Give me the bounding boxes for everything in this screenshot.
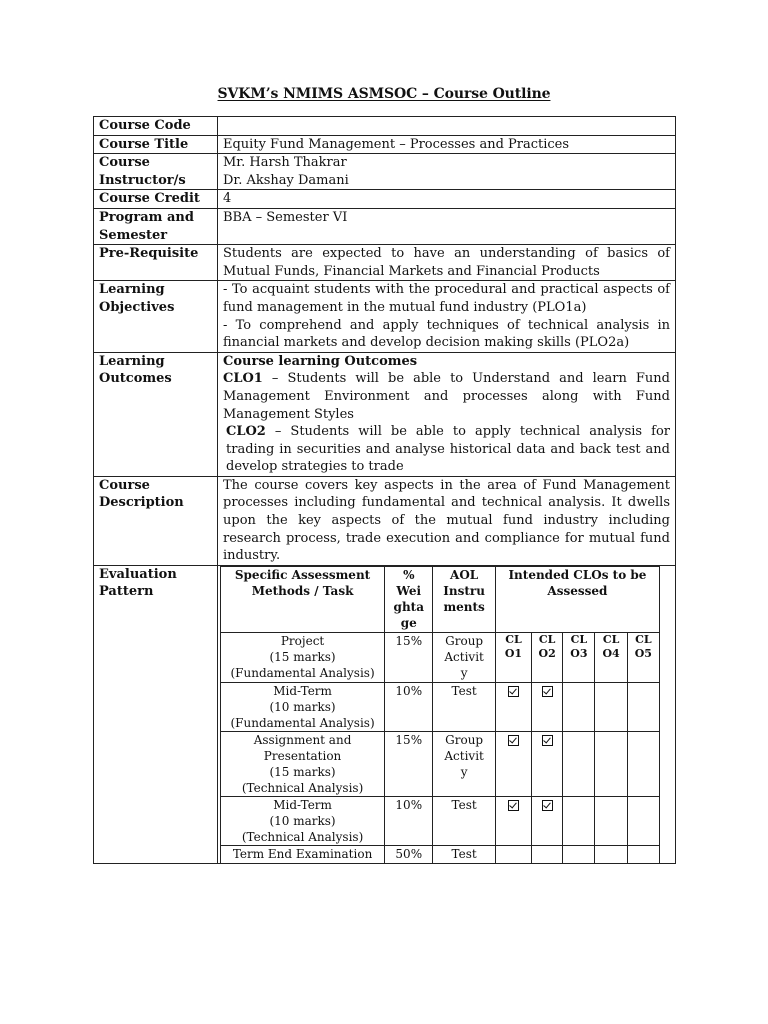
assessment-method: [221, 731, 385, 796]
aol-line: Group: [445, 633, 484, 648]
header-line: Wei: [396, 583, 422, 598]
clo-cell: [532, 632, 563, 682]
label-instructors: [94, 154, 218, 190]
clo-header-line: CL: [635, 632, 652, 646]
method-line: (15 marks): [269, 764, 336, 779]
method-line: (Technical Analysis): [241, 829, 364, 844]
method-line: (Fundamental Analysis): [230, 715, 375, 730]
evaluation-header-row: [221, 566, 660, 632]
aol-line: Test: [451, 797, 477, 812]
row-course-title: [94, 135, 676, 154]
method-line: (10 marks): [269, 699, 336, 714]
header-line: AOL: [450, 567, 479, 582]
row-credit: [94, 190, 676, 209]
label-line: Description: [99, 495, 184, 511]
method-line: Mid-Term: [273, 683, 332, 698]
evaluation-row: [221, 845, 660, 863]
value-outcomes: [218, 352, 676, 476]
instructor-name: Mr. Harsh Thakrar: [223, 155, 347, 171]
evaluation-row: [221, 731, 660, 796]
clo1-code: CLO1: [223, 371, 263, 387]
aol-line: y: [460, 665, 468, 680]
label-prerequisite: Pre-Requisite: [94, 245, 218, 281]
clo-cell: [627, 632, 659, 682]
method-line: (Fundamental Analysis): [230, 665, 375, 680]
value-program: BBA – Semester VI: [218, 208, 676, 244]
label-line: Learning: [99, 353, 165, 369]
label-line: Semester: [99, 227, 168, 243]
header-weightage: [385, 566, 433, 632]
clo-header-line: CL: [570, 632, 588, 646]
aol-instrument: [433, 845, 495, 863]
label-line: Instructor/s: [99, 172, 186, 188]
clo-cell: [627, 731, 659, 796]
row-prerequisite: [94, 245, 676, 281]
evaluation-table: [220, 566, 660, 864]
method-line: Project: [280, 633, 325, 648]
aol-line: Group: [445, 732, 484, 747]
weightage-value: 10%: [385, 682, 433, 731]
label-program: [94, 208, 218, 244]
method-line: Presentation: [263, 748, 342, 763]
clo2-item: [223, 423, 670, 476]
value-credit: 4: [218, 190, 676, 209]
header-line: ge: [400, 615, 417, 630]
value-instructors: [218, 154, 676, 190]
value-description: The course covers key aspects in the area of Fund Management processes including fundamental and technical analysis. It dwells upon the key aspects of the mutual fund industry including research process, trade execution and compliance for mutual fund industry.: [218, 476, 676, 565]
assessment-method: [221, 632, 385, 682]
label-description: [94, 476, 218, 565]
method-line: (15 marks): [269, 649, 336, 664]
weightage-value: 15%: [385, 632, 433, 682]
course-outline-table: [93, 116, 676, 864]
evaluation-row: [221, 796, 660, 845]
clo-cell: [595, 682, 627, 731]
clo-header-line: O2: [538, 646, 556, 660]
method-line: (Technical Analysis): [241, 780, 364, 795]
aol-instrument: [433, 731, 495, 796]
label-line: Evaluation: [99, 566, 177, 582]
clo2-code: CLO2: [226, 424, 266, 440]
aol-line: Activit: [444, 649, 484, 664]
checked-box-icon: [542, 800, 553, 811]
aol-instrument: [433, 632, 495, 682]
clo-cell: [595, 796, 627, 845]
clo-cell: [563, 796, 595, 845]
clo-cell: [495, 731, 531, 796]
label-line: Objectives: [99, 299, 175, 315]
clo-header-line: O1: [504, 646, 523, 660]
label-course-title: Course Title: [94, 135, 218, 154]
clo1-text: – Students will be able to Understand and learn Fund Management Environment and processes along with Fund Management Styles: [223, 371, 670, 422]
clo-cell: [495, 796, 531, 845]
clo-header-line: CL: [505, 632, 522, 646]
aol-line: Activit: [444, 748, 484, 763]
assessment-method: [221, 845, 385, 863]
clo-cell: [563, 682, 595, 731]
evaluation-row: [221, 632, 660, 682]
aol-instrument: [433, 796, 495, 845]
clo-cell: [595, 632, 627, 682]
row-description: [94, 476, 676, 565]
clo-cell: [532, 796, 563, 845]
label-course-code: Course Code: [94, 117, 218, 136]
clo-cell: [563, 845, 595, 863]
row-instructors: [94, 154, 676, 190]
aol-line: Test: [451, 846, 477, 861]
aol-line: Test: [451, 683, 477, 698]
clo-cell: [595, 731, 627, 796]
header-line: %: [403, 567, 415, 582]
method-line: Mid-Term: [273, 797, 332, 812]
clo2-text: – Students will be able to apply technical analysis for trading in securities and analyse historical data and back test and develop strategies to trade: [226, 424, 670, 475]
clo-header-line: O5: [634, 646, 652, 660]
method-line: (10 marks): [269, 813, 336, 828]
checked-box-icon: [542, 735, 553, 746]
row-program: [94, 208, 676, 244]
label-line: Outcomes: [99, 371, 172, 387]
objective-item: - To acquaint students with the procedural and practical aspects of fund management in the mutual fund industry (PLO1a): [223, 282, 670, 315]
assessment-method: [221, 682, 385, 731]
value-course-title: Equity Fund Management – Processes and Practices: [218, 135, 676, 154]
header-line: Instru: [443, 583, 485, 598]
label-outcomes: [94, 352, 218, 476]
clo-header-line: CL: [602, 632, 620, 646]
clo-cell: [495, 845, 531, 863]
checked-box-icon: [508, 800, 519, 811]
checked-box-icon: [508, 735, 519, 746]
clo-header-line: CL: [538, 632, 556, 646]
row-outcomes: [94, 352, 676, 476]
method-line: Assignment and: [253, 732, 352, 747]
weightage-value: 10%: [385, 796, 433, 845]
clo-cell: [627, 682, 659, 731]
weightage-value: 50%: [385, 845, 433, 863]
clo-cell: [532, 682, 563, 731]
value-prerequisite: Students are expected to have an understanding of basics of Mutual Funds, Financial Markets and Financial Products: [218, 245, 676, 281]
assessment-method: [221, 796, 385, 845]
label-line: Pattern: [99, 584, 154, 600]
checked-box-icon: [542, 686, 553, 697]
value-course-code: [218, 117, 676, 136]
instructor-name: Dr. Akshay Damani: [223, 172, 349, 188]
clo1-item: [223, 370, 670, 423]
method-line: Term End Examination: [232, 846, 373, 861]
header-line: ments: [443, 599, 485, 614]
clo-cell: [627, 845, 659, 863]
value-objectives: [218, 281, 676, 352]
label-objectives: [94, 281, 218, 352]
outcomes-heading: Course learning Outcomes: [223, 353, 418, 369]
evaluation-row: [221, 682, 660, 731]
clo-cell: [595, 845, 627, 863]
header-method: Specific Assessment Methods / Task: [221, 566, 385, 632]
clo-header-line: O4: [602, 646, 620, 660]
row-evaluation: [94, 565, 676, 864]
clo-header-line: O3: [570, 646, 588, 660]
header-aol: [433, 566, 495, 632]
clo-cell: [495, 632, 531, 682]
objective-item: - To comprehend and apply techniques of technical analysis in financial markets and develop decision making skills (PLO2a): [223, 317, 670, 351]
row-course-code: [94, 117, 676, 136]
clo-cell: [563, 632, 595, 682]
weightage-value: 15%: [385, 731, 433, 796]
header-clos: Intended CLOs to be Assessed: [495, 566, 659, 632]
document-title: SVKM’s NMIMS ASMSOC – Course Outline: [217, 86, 551, 102]
aol-line: y: [460, 764, 468, 779]
row-objectives: [94, 281, 676, 352]
label-line: Program and: [99, 209, 194, 225]
clo-cell: [532, 731, 563, 796]
clo-cell: [495, 682, 531, 731]
label-line: Course: [99, 155, 150, 171]
label-line: Course: [99, 477, 150, 493]
clo-cell: [627, 796, 659, 845]
checked-box-icon: [508, 686, 519, 697]
label-line: Learning: [99, 282, 165, 298]
label-credit: Course Credit: [94, 190, 218, 209]
header-line: ghta: [393, 599, 424, 614]
clo-cell: [532, 845, 563, 863]
evaluation-cell: [218, 565, 676, 864]
label-evaluation: [94, 565, 218, 864]
aol-instrument: [433, 682, 495, 731]
clo-cell: [563, 731, 595, 796]
